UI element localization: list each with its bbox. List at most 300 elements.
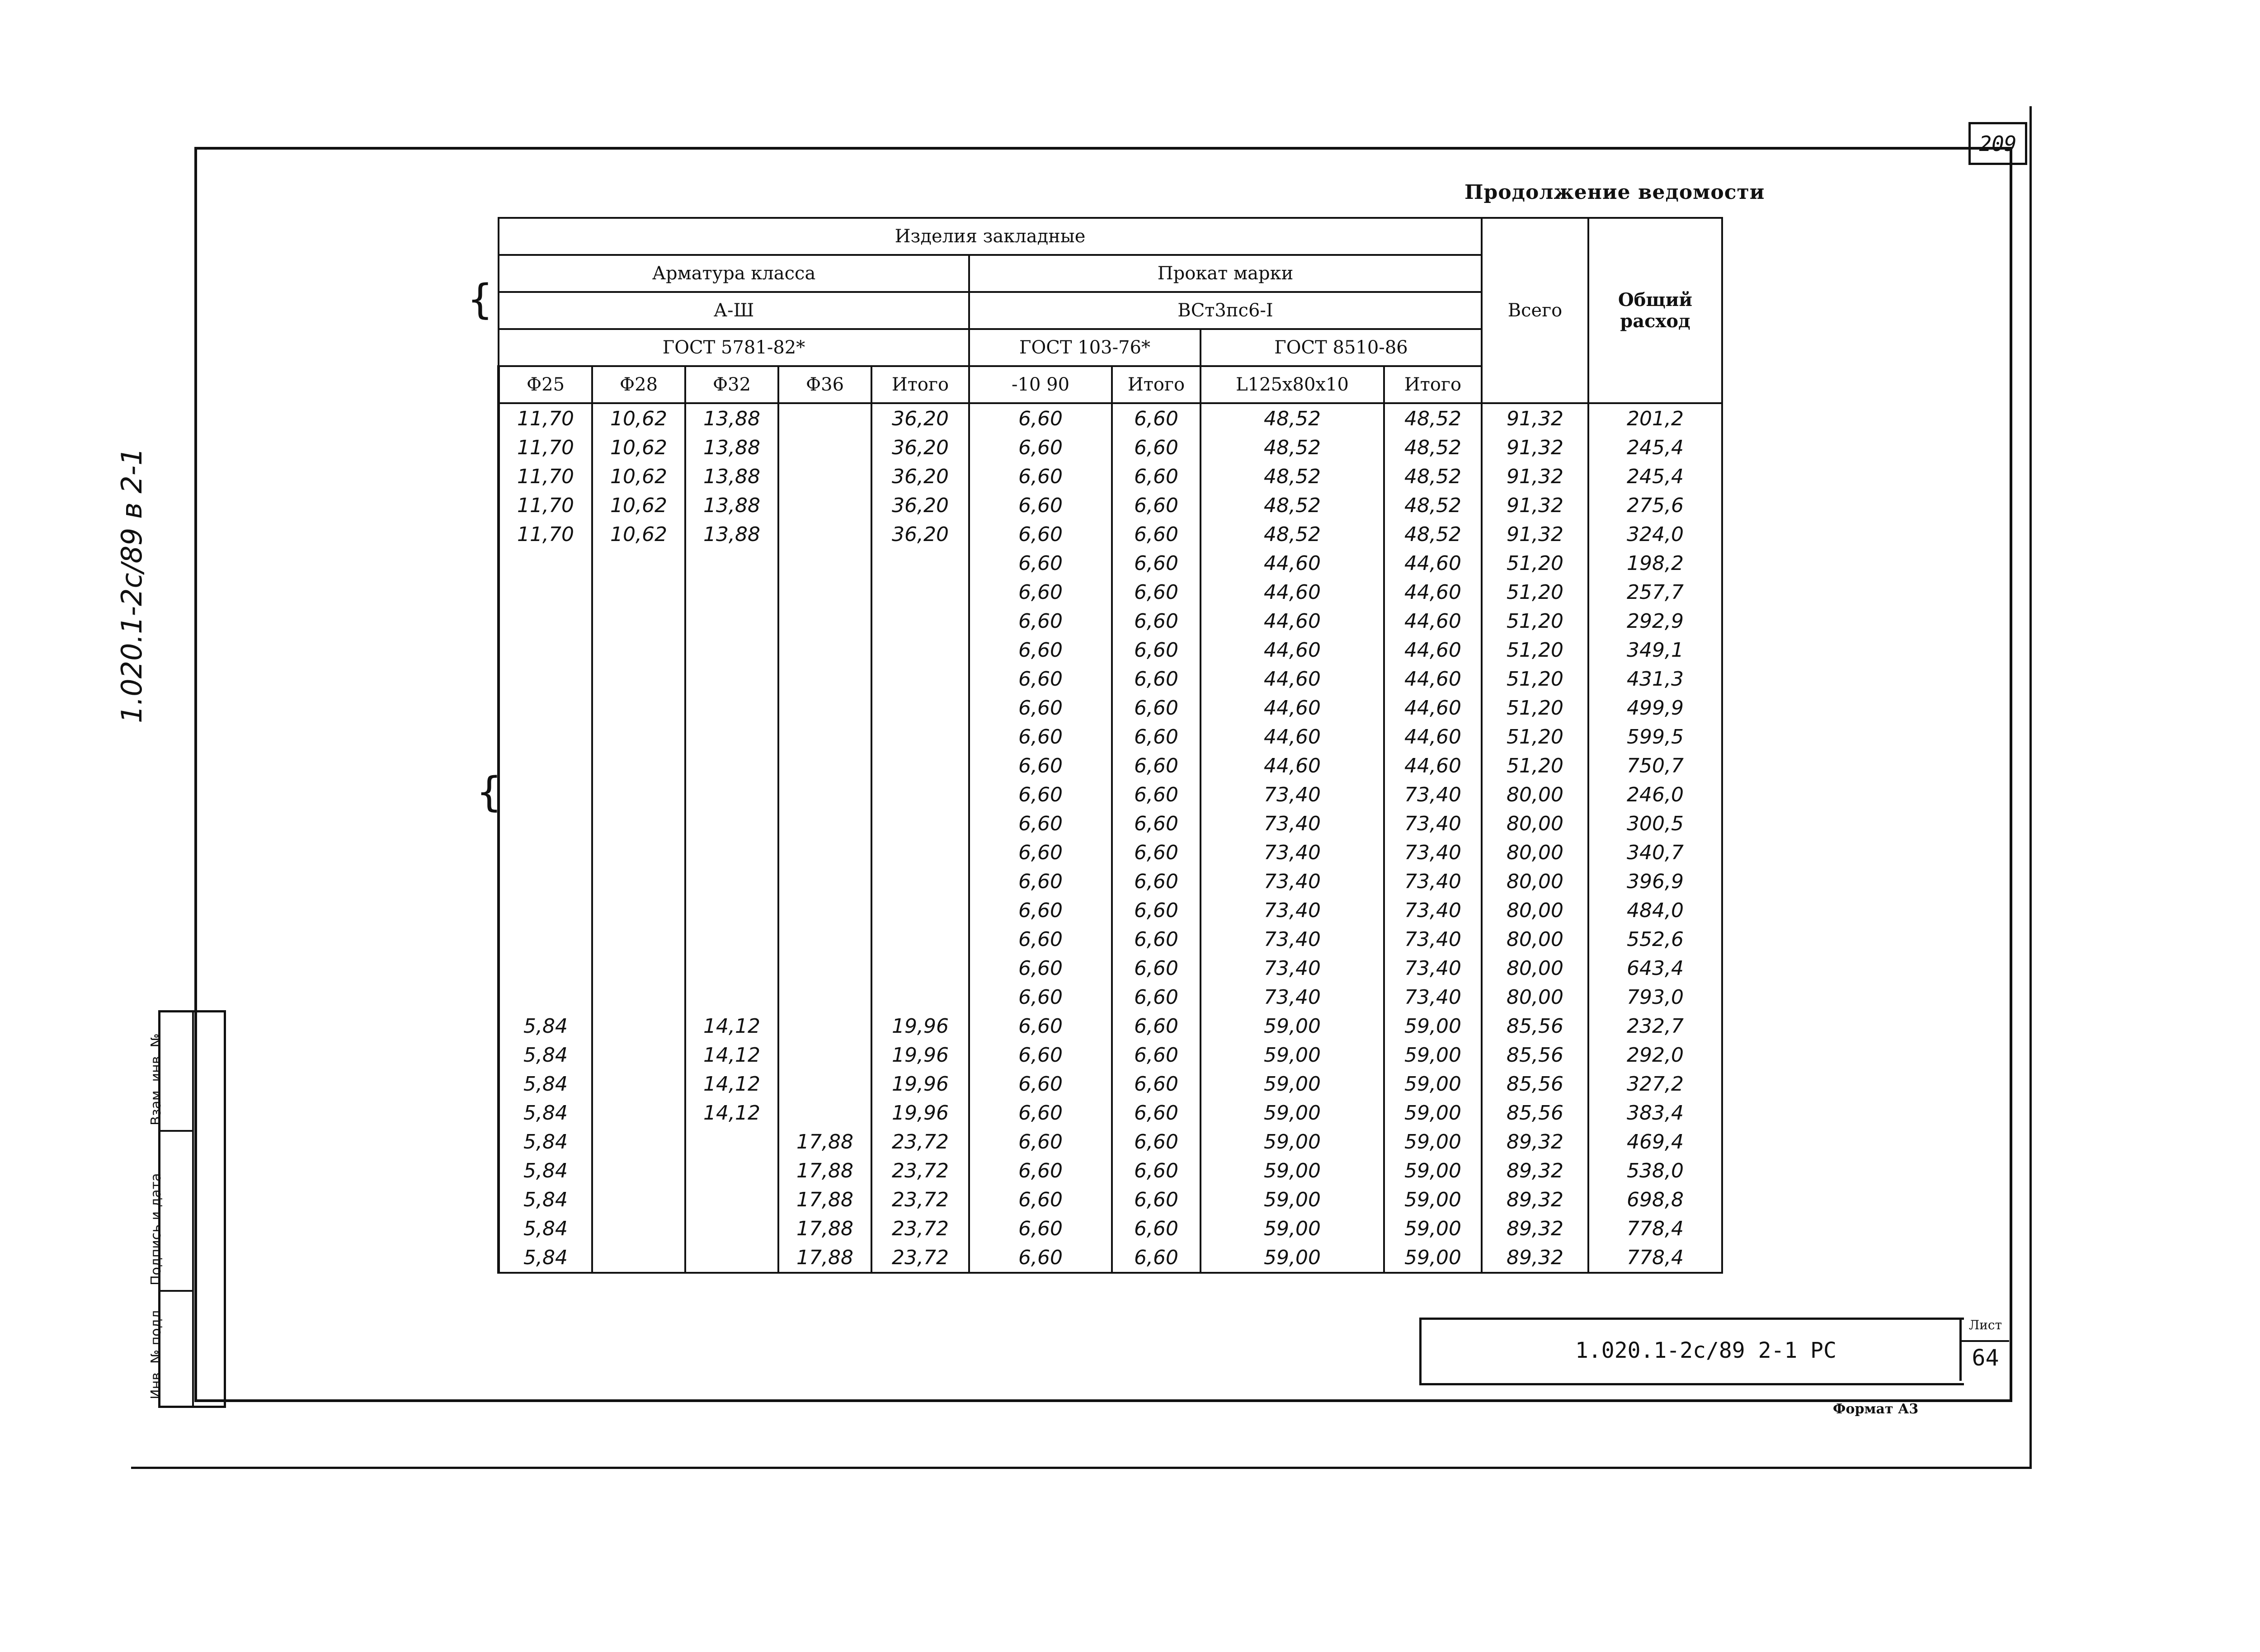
table-cell (778, 838, 871, 867)
table-cell (778, 462, 871, 491)
table-cell: 73,40 (1384, 896, 1482, 925)
table-cell: 6,60 (1112, 722, 1201, 751)
table-cell: 5,84 (499, 1069, 592, 1098)
table-cell: 48,52 (1201, 491, 1384, 520)
table-cell (592, 1069, 685, 1098)
table-cell: 6,60 (969, 751, 1112, 780)
table-row (499, 925, 1722, 954)
table-cell: 89,32 (1482, 1156, 1588, 1185)
table-cell: 73,40 (1384, 954, 1482, 983)
table-cell: 44,60 (1201, 635, 1384, 664)
table-cell: 6,60 (1112, 838, 1201, 867)
table-cell (778, 433, 871, 462)
table-cell (592, 1243, 685, 1273)
table-cell (685, 838, 778, 867)
table-cell: 257,7 (1588, 578, 1722, 607)
table-cell (499, 780, 592, 809)
table-row (499, 635, 1722, 664)
table-cell (499, 983, 592, 1012)
table-cell: 778,4 (1588, 1243, 1722, 1273)
table-cell (778, 607, 871, 635)
table-cell (685, 1156, 778, 1185)
table-cell: 6,60 (969, 664, 1112, 693)
format-label: Формат А3 (1833, 1401, 1919, 1417)
header-armature: Арматура класса (499, 255, 969, 292)
table-cell (499, 809, 592, 838)
table-cell (592, 1156, 685, 1185)
table-cell: 778,4 (1588, 1214, 1722, 1243)
table-cell: 292,9 (1588, 607, 1722, 635)
table-cell: 6,60 (969, 1185, 1112, 1214)
table-cell: 59,00 (1384, 1127, 1482, 1156)
table-cell: 6,60 (1112, 1127, 1201, 1156)
table-cell: 91,32 (1482, 491, 1588, 520)
table-cell: 73,40 (1201, 838, 1384, 867)
table-cell: 85,56 (1482, 1012, 1588, 1040)
table-cell: 6,60 (1112, 751, 1201, 780)
table-cell: 6,60 (1112, 578, 1201, 607)
table-cell: 91,32 (1482, 462, 1588, 491)
table-cell: 14,12 (685, 1069, 778, 1098)
table-cell: 44,60 (1201, 722, 1384, 751)
table-cell: 643,4 (1588, 954, 1722, 983)
table-cell: 6,60 (1112, 896, 1201, 925)
table-cell: 6,60 (969, 867, 1112, 896)
table-cell: 59,00 (1384, 1040, 1482, 1069)
table-row (499, 780, 1722, 809)
table-row (499, 1098, 1722, 1127)
table-cell (592, 1098, 685, 1127)
table-cell: 59,00 (1201, 1156, 1384, 1185)
header-vsego: Всего (1482, 218, 1588, 403)
table-cell: 73,40 (1201, 954, 1384, 983)
table-row (499, 867, 1722, 896)
table-cell (685, 780, 778, 809)
table-cell (592, 838, 685, 867)
table-cell: 6,60 (1112, 1098, 1201, 1127)
table-cell: 327,2 (1588, 1069, 1722, 1098)
table-cell: 201,2 (1588, 403, 1722, 433)
stamp-divider (192, 1012, 194, 1406)
table-row (499, 722, 1722, 751)
table-cell: 6,60 (969, 403, 1112, 433)
table-cell (685, 867, 778, 896)
table-row (499, 664, 1722, 693)
table-cell: 5,84 (499, 1127, 592, 1156)
table-cell (685, 925, 778, 954)
table-cell: 14,12 (685, 1040, 778, 1069)
table-cell (871, 635, 969, 664)
table-cell (592, 751, 685, 780)
table-cell: 36,20 (871, 433, 969, 462)
table-cell (499, 722, 592, 751)
table-cell: 6,60 (969, 462, 1112, 491)
brace-mark: { (468, 276, 493, 323)
table-cell: 80,00 (1482, 867, 1588, 896)
stamp-cell-sign (148, 1132, 192, 1292)
table-cell: 59,00 (1384, 1185, 1482, 1214)
table-cell: 6,60 (1112, 549, 1201, 578)
table-cell: 6,60 (969, 1098, 1112, 1127)
table-cell: 48,52 (1384, 520, 1482, 549)
table-row (499, 578, 1722, 607)
table-cell: 14,12 (685, 1098, 778, 1127)
table-cell: 232,7 (1588, 1012, 1722, 1040)
table-cell (592, 607, 685, 635)
table-cell: 23,72 (871, 1156, 969, 1185)
table-cell: 6,60 (969, 1012, 1112, 1040)
table-cell (871, 722, 969, 751)
table-row (499, 1040, 1722, 1069)
table-cell: 17,88 (778, 1214, 871, 1243)
table-cell (778, 549, 871, 578)
table-cell: 6,60 (1112, 1243, 1201, 1273)
table-cell: 13,88 (685, 491, 778, 520)
table-cell (778, 780, 871, 809)
table-cell: 85,56 (1482, 1069, 1588, 1098)
table-cell: 59,00 (1201, 1040, 1384, 1069)
table-cell: 44,60 (1384, 693, 1482, 722)
table-cell: 73,40 (1384, 838, 1482, 867)
table-row (499, 1156, 1722, 1185)
table-cell: 36,20 (871, 520, 969, 549)
table-cell: 44,60 (1201, 549, 1384, 578)
table-cell: 6,60 (1112, 1185, 1201, 1214)
table-cell: 6,60 (969, 1243, 1112, 1273)
table-cell: 6,60 (1112, 462, 1201, 491)
table-cell (778, 578, 871, 607)
table-cell: 59,00 (1384, 1012, 1482, 1040)
table-cell: 48,52 (1384, 403, 1482, 433)
table-cell: 469,4 (1588, 1127, 1722, 1156)
table-cell: 59,00 (1201, 1098, 1384, 1127)
table-cell (871, 693, 969, 722)
table-cell: 6,60 (969, 578, 1112, 607)
header-total: Общий расход (1588, 218, 1722, 403)
table-cell: 6,60 (969, 549, 1112, 578)
table-cell: 19,96 (871, 1098, 969, 1127)
table-cell (685, 809, 778, 838)
table-cell: 44,60 (1201, 664, 1384, 693)
table-cell: 48,52 (1384, 462, 1482, 491)
table-cell (592, 578, 685, 607)
col-header: Итого (871, 366, 969, 403)
table-cell (592, 693, 685, 722)
header-armature-class: А-Ш (499, 292, 969, 329)
table-cell (778, 809, 871, 838)
table-cell: 750,7 (1588, 751, 1722, 780)
table-cell (592, 867, 685, 896)
table-cell (499, 954, 592, 983)
materials-table (497, 217, 1723, 1274)
col-header: Ф25 (499, 366, 592, 403)
table-cell (871, 664, 969, 693)
table-cell (778, 867, 871, 896)
table-cell (778, 1069, 871, 1098)
table-cell (685, 635, 778, 664)
table-cell: 59,00 (1384, 1069, 1482, 1098)
page-title: Продолжение ведомости (1464, 181, 1765, 204)
table-cell (499, 751, 592, 780)
table-cell: 59,00 (1384, 1214, 1482, 1243)
table-cell: 44,60 (1384, 751, 1482, 780)
table-cell: 73,40 (1384, 809, 1482, 838)
table-cell: 6,60 (969, 983, 1112, 1012)
table-cell: 245,4 (1588, 462, 1722, 491)
table-cell: 59,00 (1201, 1214, 1384, 1243)
table-cell: 89,32 (1482, 1185, 1588, 1214)
table-cell: 6,60 (1112, 520, 1201, 549)
table-cell: 80,00 (1482, 809, 1588, 838)
table-cell: 36,20 (871, 491, 969, 520)
table-cell: 17,88 (778, 1185, 871, 1214)
table-cell: 300,5 (1588, 809, 1722, 838)
table-cell: 13,88 (685, 462, 778, 491)
table-cell: 89,32 (1482, 1243, 1588, 1273)
table-cell (499, 549, 592, 578)
table-cell: 91,32 (1482, 433, 1588, 462)
table-cell: 599,5 (1588, 722, 1722, 751)
table-cell: 10,62 (592, 403, 685, 433)
table-cell (592, 1127, 685, 1156)
table-cell (871, 809, 969, 838)
table-cell (871, 578, 969, 607)
table-cell: 51,20 (1482, 635, 1588, 664)
table-cell: 14,12 (685, 1012, 778, 1040)
table-cell (871, 607, 969, 635)
table-cell (871, 896, 969, 925)
table-cell: 552,6 (1588, 925, 1722, 954)
table-cell: 5,84 (499, 1156, 592, 1185)
table-cell: 59,00 (1201, 1243, 1384, 1273)
table-cell: 10,62 (592, 520, 685, 549)
table-cell: 698,8 (1588, 1185, 1722, 1214)
table-cell: 10,62 (592, 491, 685, 520)
table-cell (592, 983, 685, 1012)
table-cell: 48,52 (1201, 433, 1384, 462)
table-cell (592, 954, 685, 983)
table-cell: 36,20 (871, 403, 969, 433)
table-cell: 5,84 (499, 1012, 592, 1040)
table-cell (778, 925, 871, 954)
table-cell: 5,84 (499, 1185, 592, 1214)
table-cell: 431,3 (1588, 664, 1722, 693)
table-cell: 44,60 (1201, 693, 1384, 722)
table-cell (778, 635, 871, 664)
table-cell: 89,32 (1482, 1214, 1588, 1243)
table-cell: 59,00 (1384, 1156, 1482, 1185)
table-cell: 44,60 (1384, 635, 1482, 664)
table-cell (592, 896, 685, 925)
table-cell (685, 1127, 778, 1156)
table-cell (685, 1185, 778, 1214)
table-cell: 19,96 (871, 1040, 969, 1069)
table-cell (499, 635, 592, 664)
table-cell (592, 809, 685, 838)
table-cell: 340,7 (1588, 838, 1722, 867)
table-cell: 73,40 (1384, 867, 1482, 896)
brace-mark: { (477, 768, 502, 816)
table-cell (778, 983, 871, 1012)
table-cell: 6,60 (969, 838, 1112, 867)
table-cell: 73,40 (1384, 780, 1482, 809)
table-cell (778, 520, 871, 549)
table-cell (499, 607, 592, 635)
table-cell (592, 780, 685, 809)
table-cell (778, 491, 871, 520)
table-cell: 73,40 (1201, 867, 1384, 896)
table-cell: 51,20 (1482, 693, 1588, 722)
table-cell: 23,72 (871, 1185, 969, 1214)
table-cell: 51,20 (1482, 722, 1588, 751)
table-cell (871, 780, 969, 809)
table-cell (685, 578, 778, 607)
table-cell: 793,0 (1588, 983, 1722, 1012)
col-header: L125х80х10 (1201, 366, 1384, 403)
table-cell (685, 751, 778, 780)
table-cell: 11,70 (499, 462, 592, 491)
col-header: Итого (1112, 366, 1201, 403)
sheet-number-box (1959, 1318, 2009, 1381)
col-header: Ф36 (778, 366, 871, 403)
table-cell: 538,0 (1588, 1156, 1722, 1185)
table-cell: 59,00 (1201, 1069, 1384, 1098)
table-cell: 6,60 (969, 1127, 1112, 1156)
col-header: Итого (1384, 366, 1482, 403)
header-gost1: ГОСТ 103-76* (969, 329, 1201, 366)
table-cell (871, 838, 969, 867)
table-cell (871, 983, 969, 1012)
table-row (499, 1127, 1722, 1156)
table-cell: 6,60 (1112, 1012, 1201, 1040)
table-row (499, 1243, 1722, 1273)
table-cell: 44,60 (1384, 549, 1482, 578)
table-cell (685, 1214, 778, 1243)
table-cell (499, 664, 592, 693)
table-cell (499, 867, 592, 896)
table-cell: 59,00 (1201, 1012, 1384, 1040)
table-cell: 85,56 (1482, 1098, 1588, 1127)
table-cell: 44,60 (1201, 607, 1384, 635)
table-cell: 6,60 (1112, 1214, 1201, 1243)
table-cell: 6,60 (1112, 403, 1201, 433)
side-stamp (148, 1010, 226, 1408)
table-cell (499, 838, 592, 867)
table-cell: 6,60 (1112, 867, 1201, 896)
table-cell: 73,40 (1201, 780, 1384, 809)
title-block (1419, 1318, 1964, 1385)
stamp-cell-replace (148, 1012, 192, 1132)
table-cell: 17,88 (778, 1127, 871, 1156)
table-cell (499, 693, 592, 722)
table-row (499, 549, 1722, 578)
table-cell: 59,00 (1201, 1127, 1384, 1156)
table-cell: 6,60 (969, 809, 1112, 838)
table-cell: 13,88 (685, 433, 778, 462)
table-cell: 44,60 (1201, 751, 1384, 780)
table-cell: 73,40 (1201, 983, 1384, 1012)
table-cell: 6,60 (969, 693, 1112, 722)
table-cell: 349,1 (1588, 635, 1722, 664)
table-cell: 245,4 (1588, 433, 1722, 462)
table-cell: 383,4 (1588, 1098, 1722, 1127)
table-cell (592, 1040, 685, 1069)
table-cell: 51,20 (1482, 607, 1588, 635)
table-cell: 6,60 (969, 925, 1112, 954)
table-cell: 13,88 (685, 520, 778, 549)
table-cell: 324,0 (1588, 520, 1722, 549)
table-row (499, 809, 1722, 838)
table-cell: 6,60 (1112, 664, 1201, 693)
document-code: 1.020.1-2с/89 2-1 РС (1575, 1338, 1836, 1363)
table-cell: 91,32 (1482, 520, 1588, 549)
table-cell (871, 954, 969, 983)
table-cell (778, 1012, 871, 1040)
table-cell: 5,84 (499, 1214, 592, 1243)
table-cell: 17,88 (778, 1243, 871, 1273)
stamp-label: Инв. № подл. (148, 1306, 164, 1399)
table-cell: 23,72 (871, 1243, 969, 1273)
table-row (499, 983, 1722, 1012)
table-cell: 91,32 (1482, 403, 1588, 433)
table-cell: 6,60 (969, 1040, 1112, 1069)
table-cell: 80,00 (1482, 896, 1588, 925)
table-cell: 6,60 (969, 1156, 1112, 1185)
table-cell: 80,00 (1482, 983, 1588, 1012)
table-cell (685, 549, 778, 578)
table-cell (778, 954, 871, 983)
table-cell (778, 403, 871, 433)
table-cell (685, 1243, 778, 1273)
table-cell: 44,60 (1201, 578, 1384, 607)
table-cell: 499,9 (1588, 693, 1722, 722)
header-gost2: ГОСТ 8510-86 (1201, 329, 1482, 366)
table-cell: 48,52 (1201, 403, 1384, 433)
table-cell: 73,40 (1201, 809, 1384, 838)
table-cell: 85,56 (1482, 1040, 1588, 1069)
table-cell: 51,20 (1482, 751, 1588, 780)
sheet-number: 64 (1972, 1345, 1999, 1371)
table-cell: 51,20 (1482, 664, 1588, 693)
table-cell: 17,88 (778, 1156, 871, 1185)
table-cell (778, 896, 871, 925)
table-row (499, 838, 1722, 867)
table-cell: 6,60 (1112, 780, 1201, 809)
table-cell: 48,52 (1201, 462, 1384, 491)
table-body (499, 403, 1722, 1273)
table-cell: 59,00 (1201, 1185, 1384, 1214)
table-cell: 6,60 (969, 896, 1112, 925)
col-header: Ф32 (685, 366, 778, 403)
table-cell: 6,60 (969, 1214, 1112, 1243)
table-cell: 11,70 (499, 491, 592, 520)
table-cell: 59,00 (1384, 1098, 1482, 1127)
table-cell: 51,20 (1482, 578, 1588, 607)
table-cell: 73,40 (1201, 896, 1384, 925)
table-cell: 48,52 (1384, 491, 1482, 520)
table-cell: 6,60 (1112, 925, 1201, 954)
header-armature-gost: ГОСТ 5781-82* (499, 329, 969, 366)
table-cell (592, 635, 685, 664)
table-cell: 11,70 (499, 433, 592, 462)
table-cell (778, 1098, 871, 1127)
table-cell: 484,0 (1588, 896, 1722, 925)
table-cell: 6,60 (1112, 983, 1201, 1012)
table-cell: 5,84 (499, 1243, 592, 1273)
table-row (499, 1185, 1722, 1214)
table-cell (499, 896, 592, 925)
side-document-code: 1.020.1-2с/89 в 2-1 (115, 447, 148, 723)
